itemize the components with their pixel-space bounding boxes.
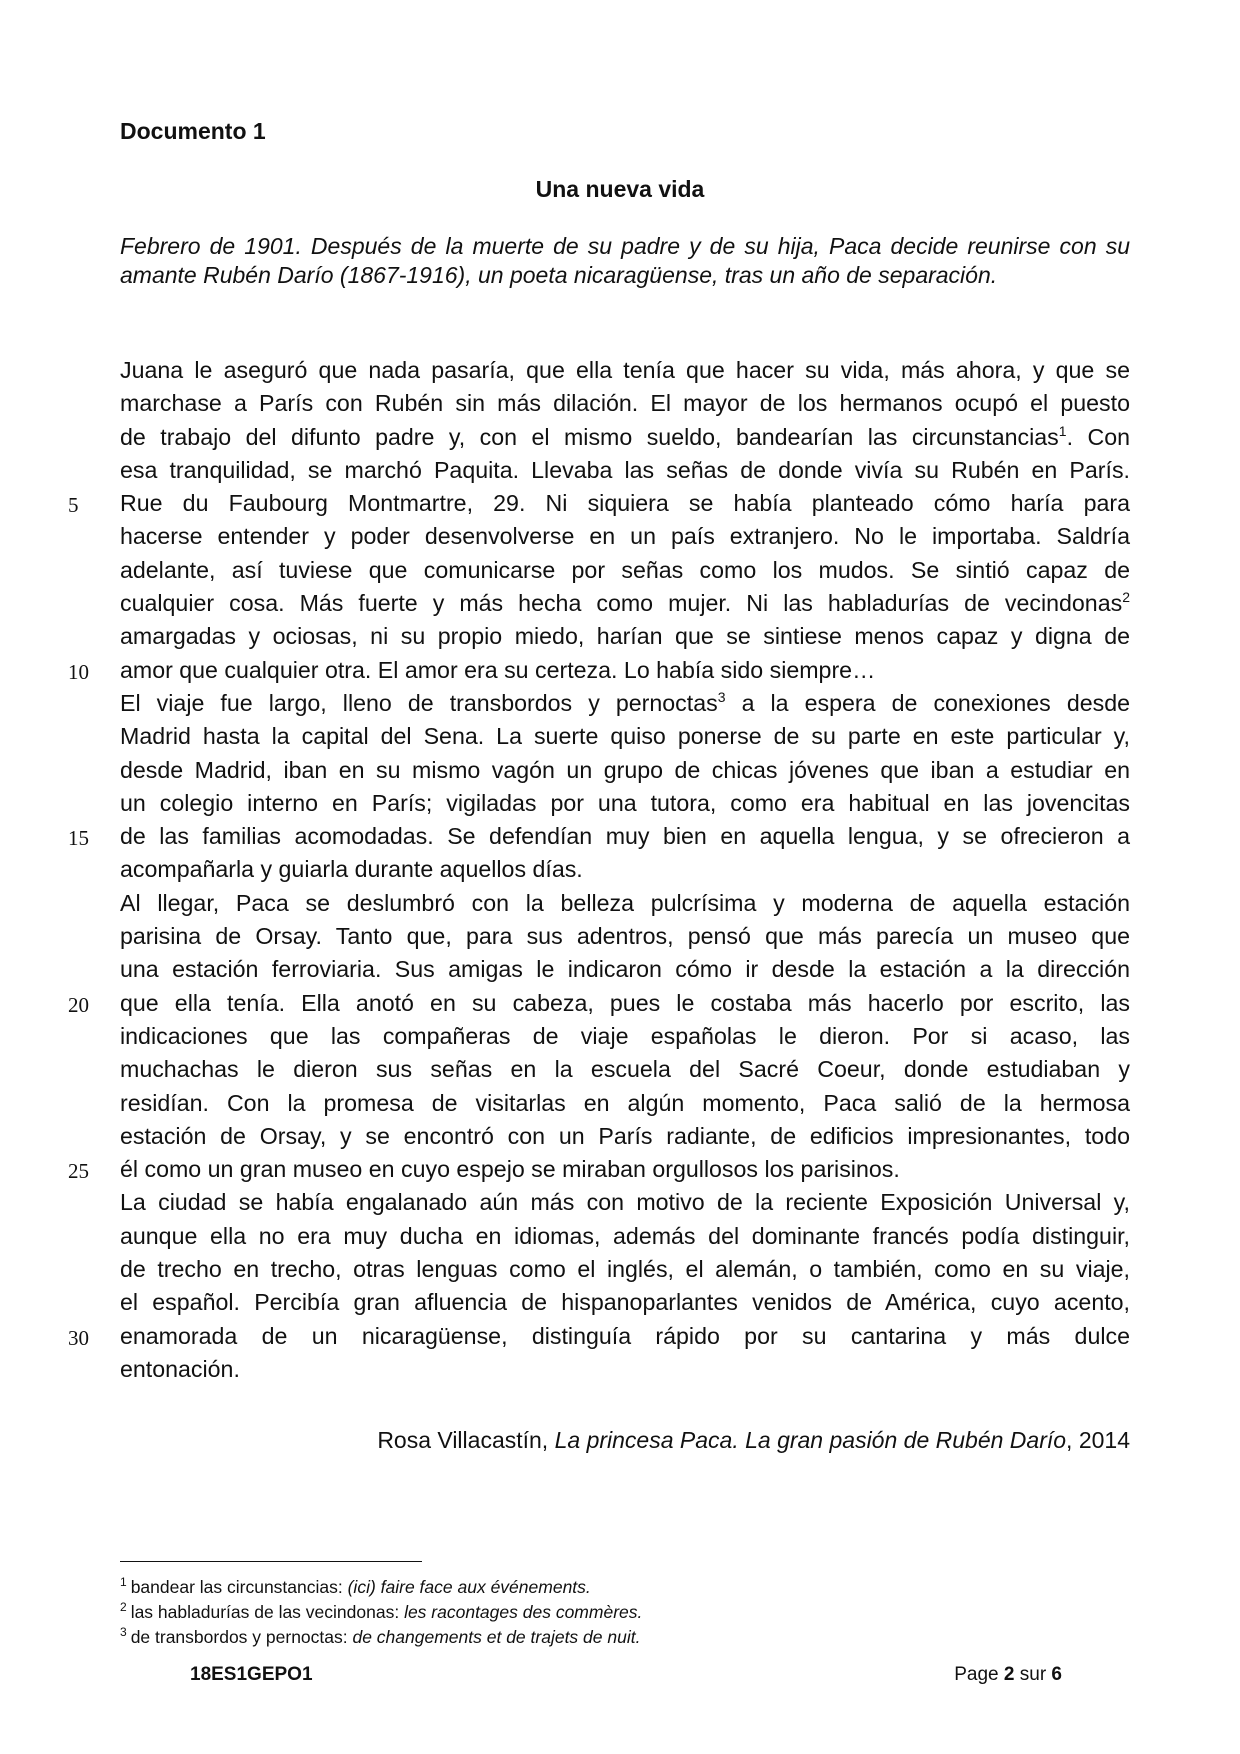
line-text: entonación. [120,1355,240,1382]
line-text: El viaje fue largo, lleno de transbordos y pernoctas$^3$ a la espera de conexiones desde [120,688,1130,716]
text-line [120,354,1130,387]
line-text: un colegio interno en París; vigiladas por una tutora, como era habitual en las jovencitas [120,789,1130,816]
text-line [68,987,1130,1020]
text-line [68,487,1130,520]
footnote-ref: 1 [1058,422,1067,439]
line-text: residían. Con la promesa de visitarlas en algún momento, Paca salió de la hermosa [120,1089,1130,1116]
page-number: Page 2 sur 6 [954,1664,1062,1685]
line-number: 20 [68,992,89,1017]
line-text: estación de Orsay, y se encontró con un París radiante, de edificios impresionantes, todo [120,1122,1130,1149]
text-line [68,820,1130,853]
text-line [120,387,1130,420]
text-line [68,1320,1130,1353]
line-text: marchase a París con Rubén sin más dilación. El mayor de los hermanos ocupó el puesto [120,390,1130,417]
line-text: aunque ella no era muy ducha en idiomas, además del dominante francés podía distinguir, [120,1222,1130,1249]
text-line [120,520,1130,553]
text-line [120,1020,1130,1053]
text-line [68,1153,1130,1186]
line-text: cualquier cosa. Más fuerte y más hecha como mujer. Ni las habladurías de vecindonas$^2$ [120,589,1130,617]
line-text: indicaciones que las compañeras de viaje españolas le dieron. Por si acaso, las [120,1022,1130,1049]
text-line [120,620,1130,653]
line-text: de las familias acomodadas. Se defendían muy bien en aquella lengua, y se ofrecieron a [120,823,1130,850]
line-text: Rue du Faubourg Montmartre, 29. Ni siquiera se había planteado cómo haría para [120,490,1130,517]
line-text: amor que cualquier otra. El amor era su certeza. Lo había sido siempre… [120,656,876,683]
text-line [120,421,1130,454]
text-line [120,1120,1130,1153]
document-heading: Documento 1 [120,118,266,144]
footnote-ref: 2 [1122,589,1130,606]
line-number: 15 [68,826,89,851]
source-author: Rosa Villacastín, [377,1427,555,1453]
exam-code: 18ES1GEPO1 [190,1664,313,1685]
text-line [120,687,1130,720]
text-line [120,1353,1130,1386]
footnote-divider [120,1561,422,1562]
text-line [120,887,1130,920]
text-line [120,1253,1130,1286]
line-text: parisina de Orsay. Tanto que, para sus adentros, pensó que más parecía un museo que [120,923,1130,950]
line-number: 25 [68,1159,89,1184]
text-line [120,1286,1130,1319]
line-text: esa tranquilidad, se marchó Paquita. Llevaba las señas de donde vivía su Rubén en París. [120,456,1130,483]
footnotes [120,1575,642,1650]
footnote: $^3$ de transbordos y pernoctas: de changements et de trajets de nuit. [120,1625,641,1647]
text-line [120,1220,1130,1253]
line-text: de trecho en trecho, otras lenguas como el inglés, el alemán, o también, como en su viaje, [120,1256,1130,1283]
line-number: 5 [68,493,79,518]
text-line [120,720,1130,753]
text-line [120,953,1130,986]
text-line [120,554,1130,587]
text-line [120,787,1130,820]
line-text: Juana le aseguró que nada pasaría, que ella tenía que hacer su vida, más ahora, y que se [120,357,1130,383]
text-line [120,454,1130,487]
line-text: hacerse entender y poder desenvolverse en un país extranjero. No le importaba. Saldría [120,523,1130,550]
main-text [68,354,1131,1386]
line-text: La ciudad se había engalanado aún más con motivo de la reciente Exposición Universal y, [120,1189,1130,1216]
text-line [120,853,1130,886]
text-line [120,754,1130,787]
line-text: una estación ferroviaria. Sus amigas le indicaron cómo ir desde la estación a la dirección [120,956,1130,983]
footnote: $^1$ bandear las circunstancias: (ici) faire face aux événements. [120,1575,591,1597]
footnote-ref: 3 [717,688,726,705]
source-year: , 2014 [1066,1427,1130,1453]
text-line [120,920,1130,953]
line-text: amargadas y ociosas, ni su propio miedo, harían que se sintiese menos capaz y digna de [120,623,1130,650]
line-number: 30 [68,1325,89,1350]
text-title: Una nueva vida [535,176,705,202]
line-text: acompañarla y guiarla durante aquellos días. [120,856,583,883]
line-text: enamorada de un nicaragüense, distinguía rápido por su cantarina y más dulce [120,1322,1130,1349]
line-text: de trabajo del difunto padre y, con el mismo sueldo, bandearían las circunstancias$^1$. Con [120,422,1131,450]
line-number: 10 [68,659,89,684]
line-text: muchachas le dieron sus señas en la escuela del Sacré Coeur, donde estudiaban y [120,1056,1130,1083]
line-text: él como un gran museo en cuyo espejo se miraban orgullosos los parisinos. [120,1156,900,1183]
line-text: adelante, así tuviese que comunicarse por señas como los mudos. Se sintió capaz de [120,556,1130,583]
text-line [120,1053,1130,1086]
text-line [120,1186,1130,1219]
text-line [68,654,1130,687]
line-text: desde Madrid, iban en su mismo vagón un grupo de chicas jóvenes que iban a estudiar en [120,756,1130,783]
line-text: Al llegar, Paca se deslumbró con la belleza pulcrísima y moderna de aquella estación [120,889,1130,916]
intro-paragraph: Febrero de 1901. Después de la muerte de su padre y de su hija, Paca decide reunirse con su amante Rubén Darío (1867-1916), un poeta nicaragüense, tras un año de separación. [120,233,1130,288]
line-text: el español. Percibía gran afluencia de hispanoparlantes venidos de América, cuyo acento, [120,1289,1130,1316]
text-line [120,587,1130,620]
line-text: que ella tenía. Ella anotó en su cabeza, pues le costaba más hacerlo por escrito, las [120,989,1130,1016]
source-book-title: La princesa Paca. La gran pasión de Rubén Darío [554,1427,1067,1453]
source-citation [377,1427,1130,1454]
line-text: Madrid hasta la capital del Sena. La suerte quiso ponerse de su parte en este particular y, [120,723,1130,750]
footnote: $^2$ las habladurías de las vecindonas: les racontages des commères. [120,1600,643,1622]
text-line [120,1087,1130,1120]
